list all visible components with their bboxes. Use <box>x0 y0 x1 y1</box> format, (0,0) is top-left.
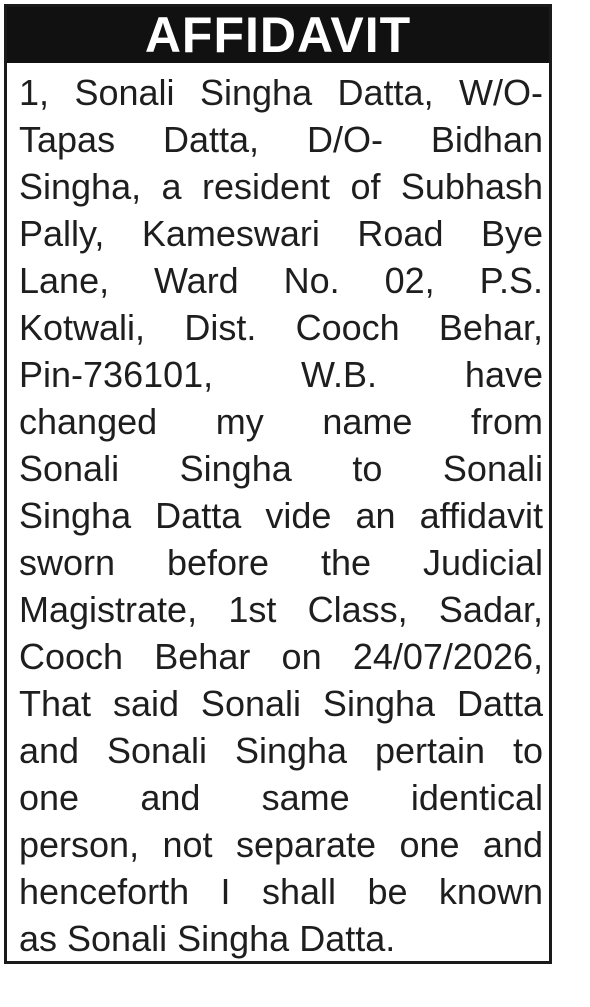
body-line: That said Sonali Singha Datta <box>19 683 543 724</box>
notice-body <box>19 69 543 962</box>
body-line: henceforth I shall be known <box>19 871 543 912</box>
header-band <box>7 7 549 63</box>
body-line: person, not separate one and <box>19 824 543 865</box>
body-line: Pin-736101, W.B. have <box>19 354 543 395</box>
body-line: Cooch Behar on 24/07/2026, <box>19 636 543 677</box>
body-line: Magistrate, 1st Class, Sadar, <box>19 589 543 630</box>
body-line: Pally, Kameswari Road Bye <box>19 213 543 254</box>
notice-title: AFFIDAVIT <box>144 7 412 63</box>
body-line: Kotwali, Dist. Cooch Behar, <box>19 307 543 348</box>
body-line: Sonali Singha to Sonali <box>19 448 543 489</box>
body-line: Tapas Datta, D/O- Bidhan <box>19 119 543 160</box>
body-line: Singha, a resident of Subhash <box>19 166 543 207</box>
body-line: changed my name from <box>19 401 543 442</box>
body-line: 1, Sonali Singha Datta, W/O- <box>19 72 543 113</box>
body-line: Singha Datta vide an affidavit <box>19 495 543 536</box>
body-line: one and same identical <box>19 777 543 818</box>
body-line-last: as Sonali Singha Datta. <box>19 918 396 959</box>
affidavit-notice <box>4 4 552 964</box>
body-line: Lane, Ward No. 02, P.S. <box>19 260 543 301</box>
body-line: sworn before the Judicial <box>19 542 543 583</box>
body-line: and Sonali Singha pertain to <box>19 730 543 771</box>
